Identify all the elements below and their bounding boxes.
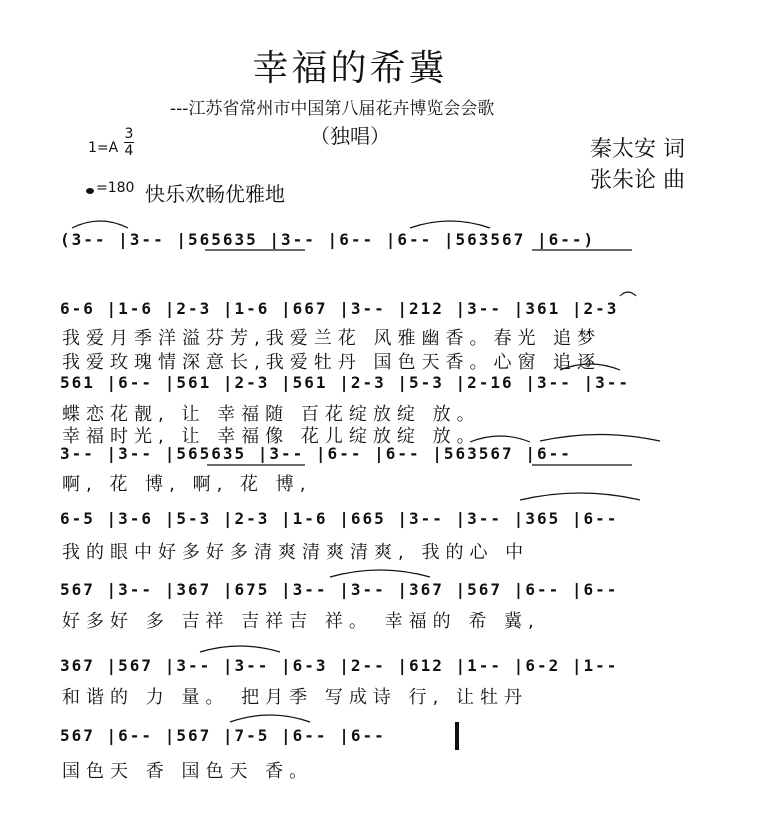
slur: [560, 364, 620, 370]
lyrics-line: 国色天 香 国色天 香。: [62, 761, 314, 782]
notation-row: (3-- |3-- |565635 |3-- |6-- |6-- |563567 |6--): [60, 230, 596, 249]
slur: [470, 436, 530, 442]
lyrics-line: 我爱月季洋溢芬芳,我爱兰花 风雅幽香。春光 追梦: [62, 328, 602, 349]
tempo-value: =180: [96, 180, 135, 196]
lyrics-line: 我的眼中好多好多清爽清爽清爽, 我的心 中: [62, 542, 530, 563]
slur: [520, 493, 640, 500]
key-signature: 1=A: [88, 140, 119, 156]
lyrics-line: 幸福时光, 让 幸福像 花儿绽放绽 放。: [62, 426, 481, 447]
slur: [410, 221, 490, 228]
notation-row: 567 |6-- |567 |7-5 |6-- |6--: [60, 726, 386, 745]
expression-marking: 快乐欢畅优雅地: [145, 182, 285, 206]
subtitle: ---江苏省常州市中国第八届花卉博览会会歌: [170, 99, 495, 119]
lyrics-line: 和谐的 力 量。 把月季 写成诗 行, 让牡丹: [62, 687, 529, 708]
notation-row: 6-6 |1-6 |2-3 |1-6 |667 |3-- |212 |3-- |361 |2-3: [60, 299, 619, 318]
lyrics-line: 啊, 花 博, 啊, 花 博,: [62, 474, 312, 495]
slur: [200, 646, 280, 652]
lyrics-line: 蝶恋花靓, 让 幸福随 百花绽放绽 放。: [62, 404, 481, 425]
time-top: 3: [124, 126, 134, 142]
lyrics-line: 我爱玫瑰情深意长,我爱牡丹 国色天香。心窗 追逐: [62, 352, 602, 373]
notation-row: 367 |567 |3-- |3-- |6-3 |2-- |612 |1-- |6-2 |1--: [60, 656, 619, 675]
notation-row: 3-- |3-- |565635 |3-- |6-- |6-- |563567 |6--: [60, 444, 572, 463]
slur: [230, 715, 310, 722]
lyricist-credit: 秦太安 词: [590, 137, 685, 162]
slur: [540, 435, 660, 442]
lyrics-line: 好多好 多 吉祥 吉祥吉 祥。 幸福的 希 冀,: [62, 611, 540, 632]
page-title: 幸福的希冀: [252, 48, 448, 89]
notation-row: 6-5 |3-6 |5-3 |2-3 |1-6 |665 |3-- |3-- |365 |6--: [60, 509, 619, 528]
performance-note: （独唱）: [310, 124, 390, 148]
slur: [72, 221, 128, 228]
slur: [620, 292, 636, 296]
slur: [330, 570, 430, 577]
notation-row: 567 |3-- |367 |675 |3-- |3-- |367 |567 |6-- |6--: [60, 580, 619, 599]
composer-credit: 张朱论 曲: [590, 168, 685, 193]
time-bottom: 4: [124, 143, 134, 159]
notation-row: 561 |6-- |561 |2-3 |561 |2-3 |5-3 |2-16 |3-- |3--: [60, 373, 631, 392]
